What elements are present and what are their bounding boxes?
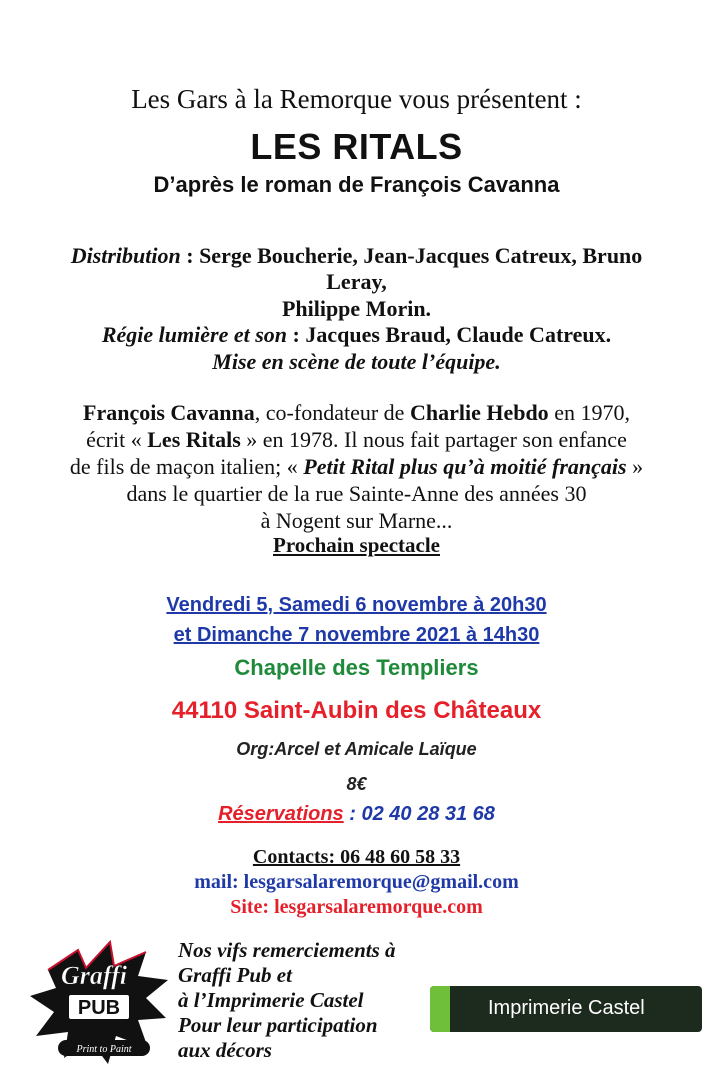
distribution-label: Distribution [70, 243, 181, 268]
reservation-line: Réservations : 02 40 28 31 68 [218, 803, 495, 825]
synopsis-line-2: écrit « Les Ritals » en 1978. Il nous fait partager son enfance [86, 427, 627, 452]
event-city: 44110 Saint-Aubin des Châteaux [171, 697, 542, 724]
event-venue: Chapelle des Templiers [234, 655, 479, 680]
synopsis-line-4: dans le quartier de la rue Sainte-Anne des années 30 [126, 481, 587, 506]
castel-logo-text: Imprimerie Castel [488, 997, 645, 1019]
event-dates-2: et Dimanche 7 novembre 2021 à 14h30 [173, 624, 540, 646]
distribution-line-3: Philippe Morin. [281, 296, 432, 321]
presenter-line: Les Gars à la Remorque vous présentent : [131, 84, 582, 114]
castel-logo-green-tab [430, 986, 450, 1032]
event-price: 8€ [346, 774, 367, 794]
graffi-tagline: Print to Paint [76, 1044, 132, 1055]
show-title: LES RITALS [250, 126, 463, 167]
contacts-site: Site: lesgarsalaremorque.com [230, 896, 483, 918]
show-subtitle: D’après le roman de François Cavanna [153, 172, 560, 197]
graffi-word: Graffi [61, 961, 127, 990]
contacts-phone: Contacts: 06 48 60 58 33 [252, 846, 461, 868]
regie-line: Régie lumière et son : Jacques Braud, Claude Catreux. [101, 322, 612, 347]
event-dates-1: Vendredi 5, Samedi 6 novembre à 20h30 [166, 594, 547, 616]
next-show-heading: Prochain spectacle [273, 533, 440, 557]
graffi-pub-logo-graphic [28, 940, 174, 1070]
imprimerie-castel-logo [430, 986, 702, 1032]
synopsis-line-3: de fils de maçon italien; « Petit Rital plus qu’à moitié français » [69, 454, 644, 479]
thanks-line: Pour leur participation [178, 1013, 378, 1037]
thanks-line: à l’Imprimerie Castel [178, 988, 364, 1012]
synopsis-line-5: à Nogent sur Marne... [260, 508, 453, 533]
event-organizer: Org:Arcel et Amicale Laïque [236, 739, 477, 759]
contacts-mail: mail: lesgarsalaremorque@gmail.com [194, 871, 519, 893]
distribution-names-1: Serge Boucherie, Jean-Jacques Catreux, Bruno [199, 243, 643, 268]
reservation-phone: 02 40 28 31 68 [361, 803, 495, 825]
graffi-pub: PUB [77, 997, 121, 1019]
regie-names: Jacques Braud, Claude Catreux. [305, 322, 612, 347]
mise-en-scene-line: Mise en scène de toute l’équipe. [212, 349, 501, 374]
reservation-label: Réservations [218, 803, 344, 825]
synopsis-line-1: François Cavanna, co-fondateur de Charlie Hebdo en 1970, [83, 400, 630, 425]
thanks-line: Nos vifs remerciements à [178, 938, 396, 962]
thanks-line: Graffi Pub et [178, 963, 292, 987]
distribution-line-2: Leray, [326, 269, 387, 294]
regie-label: Régie lumière et son [101, 322, 288, 347]
thanks-line: aux décors [178, 1038, 272, 1062]
graffi-pub-logo [28, 940, 174, 1070]
distribution-line-1: Distribution : Serge Boucherie, Jean-Jacques Catreux, Bruno [70, 243, 643, 268]
